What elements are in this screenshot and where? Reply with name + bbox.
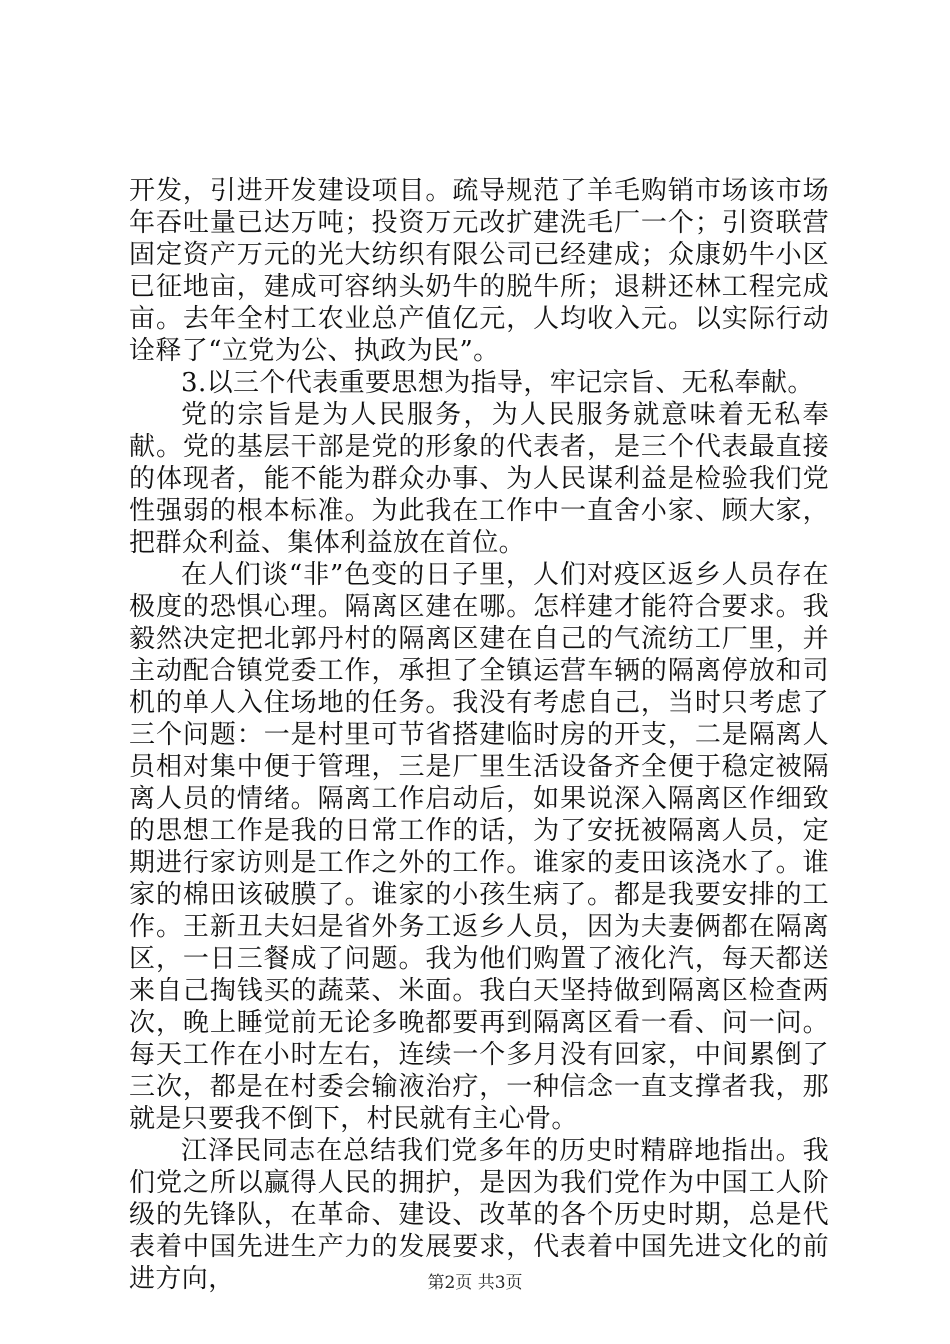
paragraph-3: 党的宗旨是为人民服务，为人民服务就意味着无私奉献。党的基层干部是党的形象的代表者，是三个代表最直接的体现者，能不能为群众办事、为人民谋利益是检验我们党性强弱的根本标准。为此我在工作中一直舍小家、顾大家，把群众利益、集体利益放在首位。 [129, 400, 829, 558]
paragraph-5: 江泽民同志在总结我们党多年的历史时精辟地指出。我们党之所以赢得人民的拥护，是因为我们党作为中国工人阶级的先锋队，在革命、建设、改革的各个历史时期，总是代表着中国先进生产力的发展要求，代表着中国先进文化的前进方向， [129, 1136, 829, 1294]
paragraph-4: 在人们谈“非”色变的日子里，人们对疫区返乡人员存在极度的恐惧心理。隔离区建在哪。怎样建才能符合要求。我毅然决定把北郭丹村的隔离区建在自己的气流纺工厂里，并主动配合镇党委工作，承担了全镇运营车辆的隔离停放和司机的单人入住场地的任务。我没有考虑自己，当时只考虑了三个问题：一是村里可节省搭建临时房的开支，二是隔离人员相对集中便于管理，三是厂里生活设备齐全便于稳定被隔离人员的情绪。隔离工作启动后，如果说深入隔离区作细致的思想工作是我的日常工作的话，为了安抚被隔离人员，定期进行家访则是工作之外的工作。谁家的麦田该浇水了。谁家的棉田该破膜了。谁家的小孩生病了。都是我要安排的工作。王新丑夫妇是省外务工返乡人员，因为夫妻俩都在隔离区，一日三餐成了问题。我为他们购置了液化汽，每天都送来自己掏钱买的蔬菜、米面。我白天坚持做到隔离区检查两次，晚上睡觉前无论多晚都要再到隔离区看一看、问一问。每天工作在小时左右，连续一个多月没有回家，中间累倒了三次，都是在村委会输液治疗，一种信念一直支撑者我，那就是只要我不倒下，村民就有主心骨。 [129, 560, 829, 1134]
paragraph-1: 开发，引进开发建设项目。疏导规范了羊毛购销市场该市场年吞吐量已达万吨；投资万元改扩建洗毛厂一个；引资联营固定资产万元的光大纺织有限公司已经建成；众康奶牛小区已征地亩，建成可容纳头奶牛的脱牛所；退耕还林工程完成亩。去年全村工农业总产值亿元，人均收入元。以实际行动诠释了“立党为公、执政为民”。 [129, 176, 829, 366]
page-footer: 第2页 共3页 [427, 1273, 523, 1293]
section-heading: 3.以三个代表重要思想为指导，牢记宗旨、无私奉献。 [181, 368, 814, 398]
body-text [129, 175, 829, 1295]
